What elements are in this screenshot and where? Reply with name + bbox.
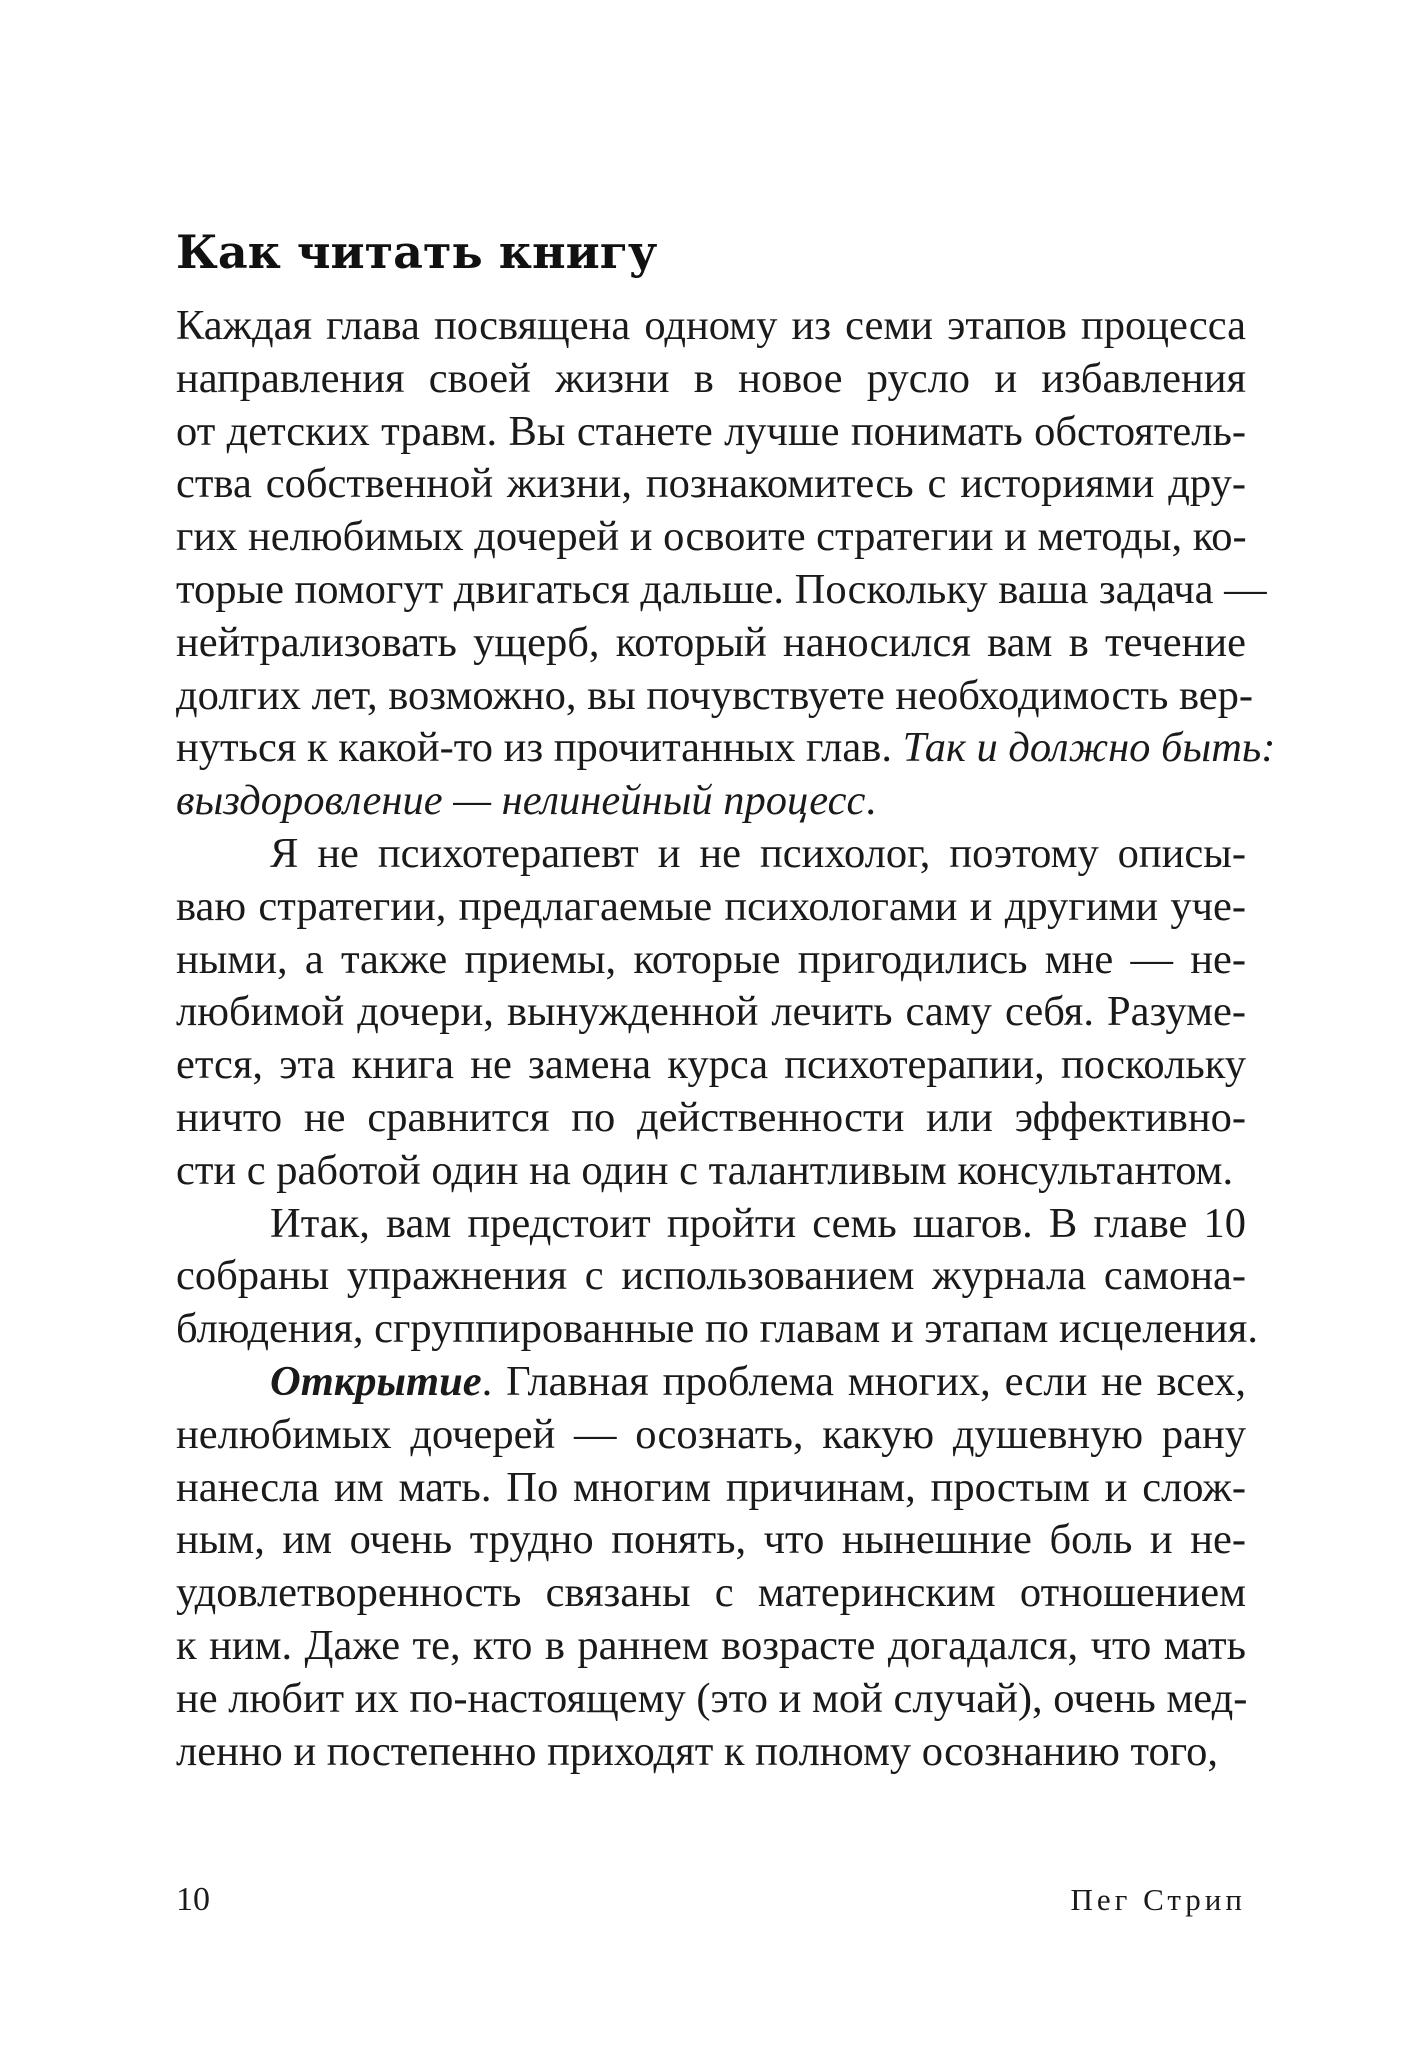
text-span: Я не психотерапевт и не психолог, поэтому описы- (270, 829, 1246, 877)
text-line (176, 1673, 1246, 1726)
text-line (176, 1198, 1246, 1251)
text-line (176, 617, 1246, 670)
text-line (176, 406, 1246, 459)
body-text (176, 300, 1276, 1778)
text-line (176, 828, 1246, 881)
text-span: ничто не сравнится по действенности или эффективно- (176, 1093, 1246, 1141)
text-span: ленно и постепенно приходят к полному осознанию того, (176, 1727, 1218, 1775)
text-line (176, 1567, 1246, 1620)
text-line (176, 934, 1246, 987)
text-span: нанесла им мать. По многим причинам, простым и слож- (176, 1463, 1246, 1511)
text-line (176, 1303, 1258, 1356)
text-line (176, 1250, 1246, 1303)
text-line (176, 881, 1246, 934)
text-line (176, 722, 1276, 775)
text-span: . (865, 777, 876, 825)
text-line (176, 1092, 1246, 1145)
text-span: удовлетворенность связаны с материнским отношением (176, 1569, 1246, 1617)
text-span: нейтрализовать ущерб, который наносился вам в течение (176, 618, 1246, 666)
emphasis-text: Открытие (270, 1357, 482, 1405)
text-line (176, 1514, 1246, 1567)
text-span: торые помогут двигаться дальше. Поскольку ваша задача — (176, 565, 1267, 613)
text-span: ными, а также приемы, которые пригодились мне — не- (176, 935, 1246, 983)
text-span: собраны упражнения с использованием журнала самона- (176, 1252, 1246, 1300)
text-line (176, 1620, 1246, 1673)
text-span: нелюбимых дочерей — осознать, какую душевную рану (176, 1410, 1246, 1458)
text-line (176, 458, 1246, 511)
text-span: гих нелюбимых дочерей и освоите стратегии и методы, ко- (176, 513, 1247, 561)
text-span: не любит их по-настоящему (это и мой случай), очень мед- (176, 1674, 1248, 1722)
text-span: ваю стратегии, предлагаемые психологами и другими уче- (176, 882, 1246, 930)
page-number: 10 (176, 1881, 210, 1918)
text-line (176, 1726, 1246, 1779)
text-span: блюдения, сгруппированные по главам и этапам исцеления. (176, 1305, 1258, 1353)
text-span: направления своей жизни в новое русло и избавления (176, 354, 1246, 402)
text-line (176, 670, 1254, 723)
text-span: долгих лет, возможно, вы почувствуете необходимость вер- (176, 671, 1254, 719)
emphasis-text: Так и должно быть: (902, 724, 1276, 772)
text-span: ства собственной жизни, познакомитесь с историями дру- (176, 460, 1246, 508)
text-span: . Главная проблема многих, если не всех, (481, 1357, 1246, 1405)
text-span: Итак, вам предстоит пройти семь шагов. В главе 10 (270, 1199, 1246, 1247)
text-span: любимой дочери, вынужденной лечить саму себя. Разуме- (176, 988, 1246, 1036)
text-span: сти с работой один на один с талантливым консультантом. (176, 1146, 1234, 1194)
running-footer-author: Пег Стрип (1070, 1882, 1246, 1917)
text-line (176, 1356, 1246, 1409)
text-line (176, 1145, 1246, 1198)
text-span: Каждая глава посвящена одному из семи этапов процесса (176, 302, 1246, 349)
emphasis-text: выздоровление — нелинейный процесс (176, 777, 866, 825)
text-span: к ним. Даже те, кто в раннем возрасте догадался, что мать (176, 1621, 1246, 1669)
text-span: ется, эта книга не замена курса психотерапии, поскольку (176, 1041, 1246, 1089)
text-line (176, 1039, 1246, 1092)
text-line (176, 1409, 1246, 1462)
text-span: ным, им очень трудно понять, что нынешние боль и не- (176, 1516, 1246, 1564)
text-line (176, 986, 1246, 1039)
text-line (176, 353, 1246, 406)
text-span: нуться к какой-то из прочитанных глав. (176, 724, 903, 772)
text-line (176, 564, 1267, 617)
text-span: от детских травм. Вы станете лучше понимать обстоятель- (176, 407, 1246, 455)
text-line (176, 511, 1246, 564)
text-line (176, 1462, 1246, 1515)
text-line (176, 775, 1246, 828)
text-line (176, 300, 1246, 353)
section-heading: Как читать книгу (176, 225, 658, 279)
